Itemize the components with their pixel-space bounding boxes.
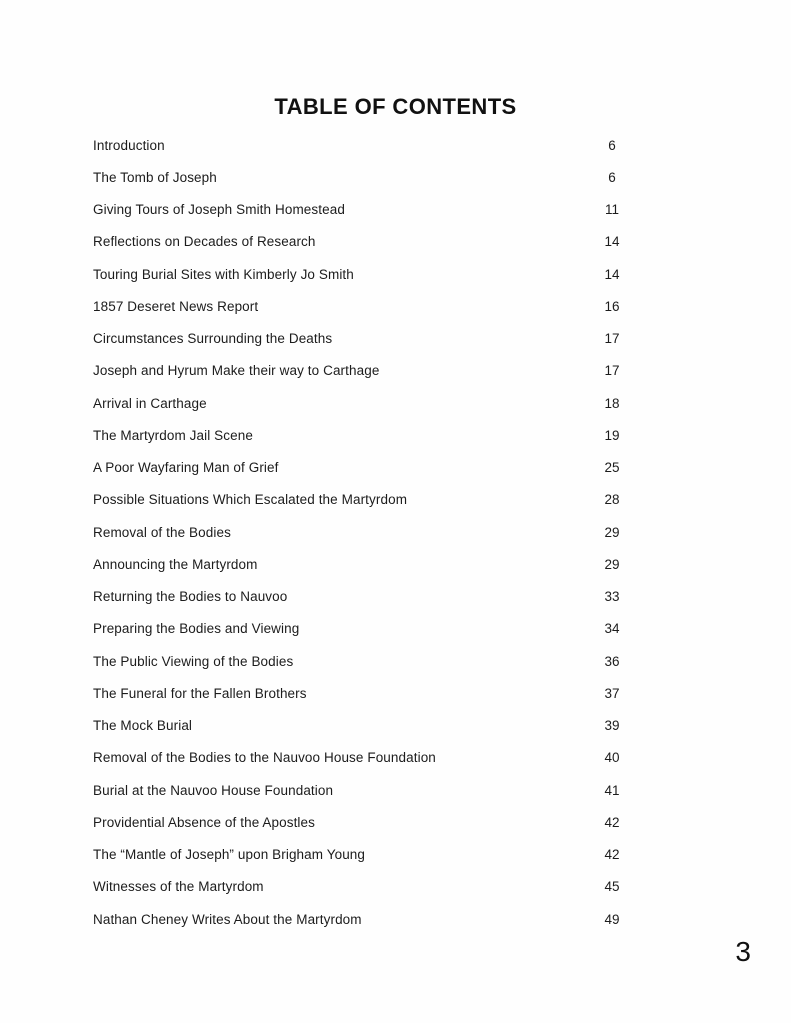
toc-row	[93, 710, 630, 742]
toc-entry-page: 29	[604, 556, 620, 572]
toc-entry-title: A Poor Wayfaring Man of Grief	[93, 460, 279, 476]
toc-entry-title: Providential Absence of the Apostles	[93, 814, 315, 830]
toc-entry-title: The Martyrdom Jail Scene	[93, 427, 253, 443]
toc-row	[93, 806, 630, 838]
toc-row	[93, 161, 630, 193]
toc-entry-title: The Funeral for the Fallen Brothers	[93, 685, 307, 701]
toc-row	[93, 226, 630, 258]
toc-entry-title: 1857 Deseret News Report	[93, 298, 259, 314]
page-number: 3	[735, 936, 751, 967]
toc-entry-title: The Mock Burial	[93, 718, 193, 734]
toc-entry-title: Returning the Bodies to Nauvoo	[93, 589, 288, 605]
toc-entry-page: 34	[604, 621, 620, 637]
toc-row	[93, 452, 630, 484]
toc-row	[93, 323, 630, 355]
toc-list	[93, 129, 630, 935]
toc-entry-title: Announcing the Martyrdom	[93, 556, 258, 572]
toc-row	[93, 742, 630, 774]
toc-entry-page: 6	[608, 137, 616, 153]
toc-entry-title: Arrival in Carthage	[93, 395, 207, 411]
toc-entry-title: Joseph and Hyrum Make their way to Carthage	[93, 363, 380, 379]
toc-entry-title: Touring Burial Sites with Kimberly Jo Smith	[93, 266, 354, 282]
toc-row	[93, 419, 630, 451]
toc-entry-title: Preparing the Bodies and Viewing	[93, 621, 300, 637]
toc-row	[93, 387, 630, 419]
toc-entry-title: The Public Viewing of the Bodies	[93, 653, 294, 669]
toc-entry-page: 42	[604, 847, 620, 863]
toc-row	[93, 129, 630, 161]
toc-entry-page: 14	[604, 234, 620, 250]
toc-entry-page: 18	[604, 395, 620, 411]
toc-row	[93, 484, 630, 516]
toc-row	[93, 645, 630, 677]
toc-entry-page: 19	[604, 427, 620, 443]
toc-entry-page: 6	[608, 169, 616, 185]
toc-entry-title: Possible Situations Which Escalated the Martyrdom	[93, 492, 408, 508]
toc-entry-page: 37	[604, 685, 620, 701]
toc-row	[93, 581, 630, 613]
toc-entry-page: 41	[604, 782, 620, 798]
toc-row	[93, 839, 630, 871]
toc-entry-page: 17	[604, 331, 620, 347]
toc-entry-page: 36	[604, 653, 620, 669]
toc-entry-page: 39	[604, 718, 620, 734]
toc-entry-page: 25	[604, 460, 620, 476]
toc-entry-page: 42	[604, 814, 620, 830]
toc-entry-title: Giving Tours of Joseph Smith Homestead	[93, 202, 345, 218]
toc-row	[93, 290, 630, 322]
toc-entry-page: 45	[604, 879, 620, 895]
toc-entry-title: Burial at the Nauvoo House Foundation	[93, 782, 334, 798]
toc-row	[93, 548, 630, 580]
toc-row	[93, 516, 630, 548]
toc-entry-page: 29	[604, 524, 620, 540]
toc-entry-title: The Tomb of Joseph	[93, 169, 217, 185]
toc-entry-page: 16	[604, 298, 620, 314]
toc-row	[93, 677, 630, 709]
toc-entry-title: Witnesses of the Martyrdom	[93, 879, 264, 895]
toc-row	[93, 613, 630, 645]
toc-entry-page: 33	[604, 589, 620, 605]
toc-row	[93, 355, 630, 387]
toc-row	[93, 258, 630, 290]
toc-entry-title: Removal of the Bodies to the Nauvoo House Foundation	[93, 750, 436, 766]
toc-entry-title: The “Mantle of Joseph” upon Brigham Young	[93, 847, 366, 863]
toc-entry-title: Circumstances Surrounding the Deaths	[93, 331, 333, 347]
toc-entry-title: Reflections on Decades of Research	[93, 234, 316, 250]
toc-entry-title: Introduction	[93, 137, 165, 153]
toc-entry-page: 11	[604, 202, 619, 218]
toc-entry-page: 49	[604, 911, 620, 927]
toc-entry-page: 28	[604, 492, 620, 508]
toc-row	[93, 871, 630, 903]
page-title: TABLE OF CONTENTS	[274, 94, 517, 119]
toc-entry-title: Nathan Cheney Writes About the Martyrdom	[93, 911, 362, 927]
toc-row	[93, 774, 630, 806]
toc-entry-page: 40	[604, 750, 620, 766]
toc-row	[93, 903, 630, 935]
toc-entry-page: 14	[604, 266, 620, 282]
toc-entry-title: Removal of the Bodies	[93, 524, 231, 540]
toc-entry-page: 17	[604, 363, 620, 379]
toc-row	[93, 194, 630, 226]
